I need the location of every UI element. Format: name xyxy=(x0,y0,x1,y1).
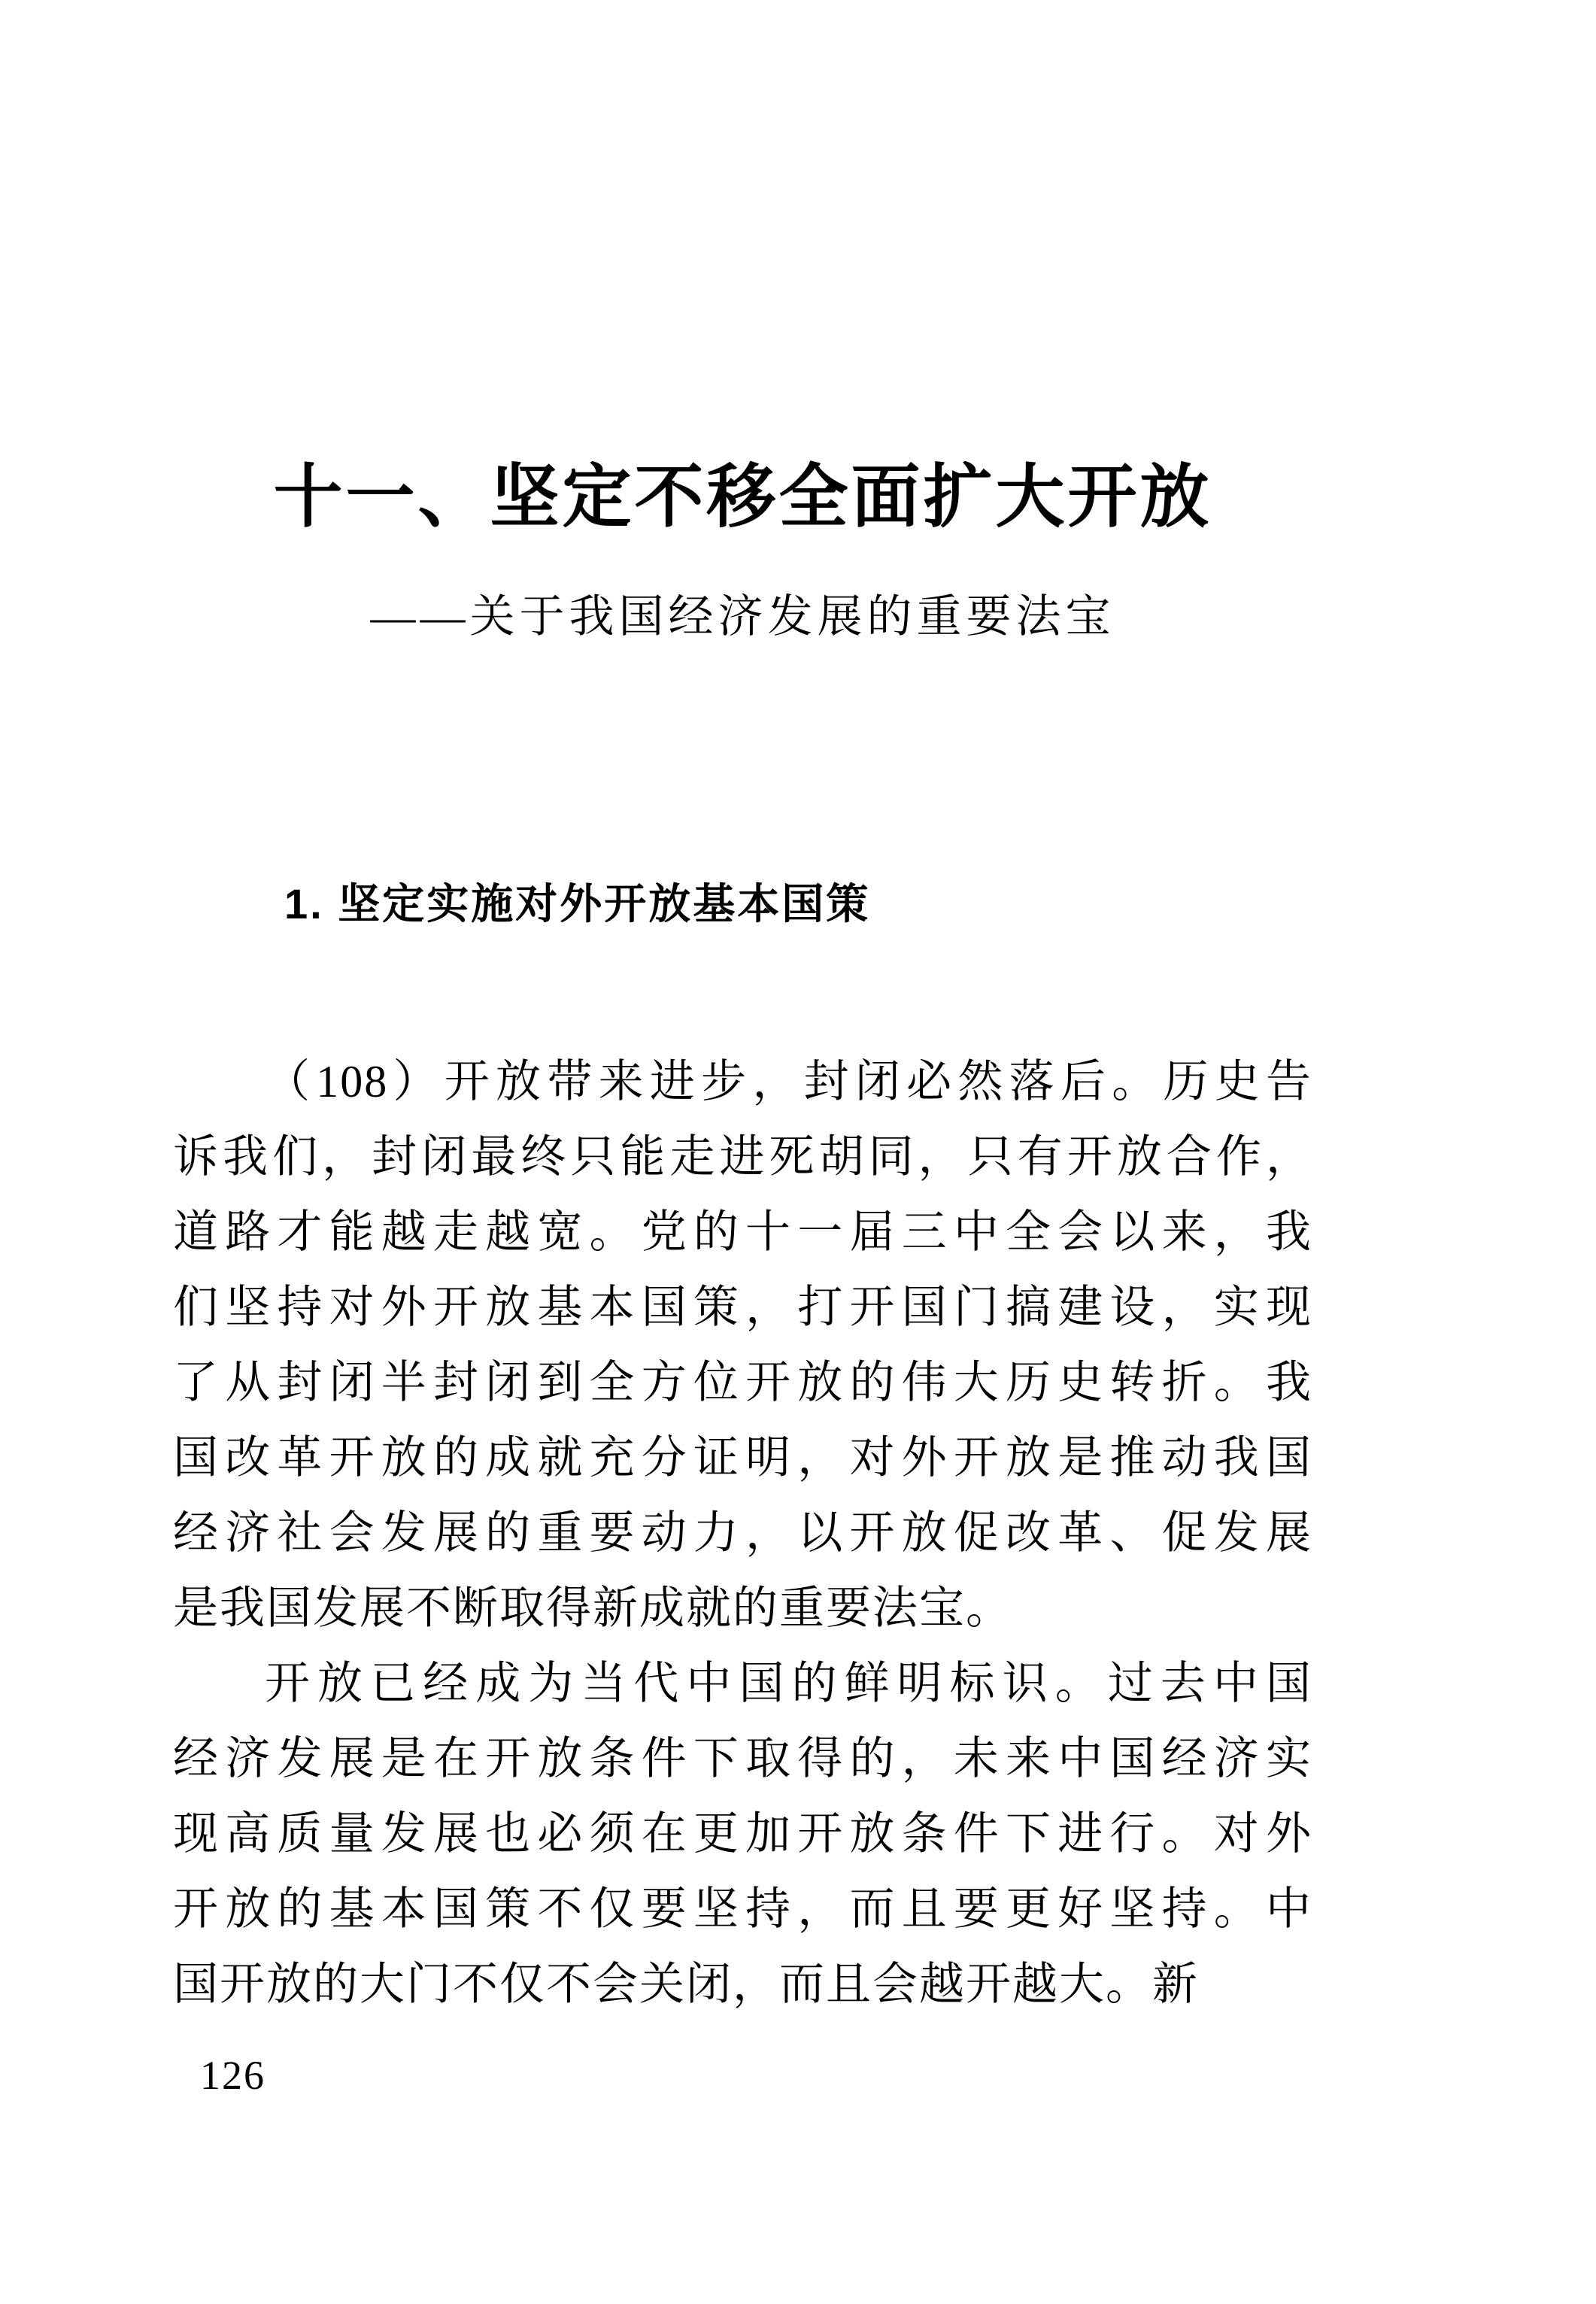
body-line: 现高质量发展也必须在更加开放条件下进行。对外 xyxy=(173,1809,1312,1859)
section-heading: 1. 坚定实施对外开放基本国策 xyxy=(284,880,871,927)
body-line: （108）开放带来进步，封闭必然落后。历史告 xyxy=(265,1057,1312,1106)
paragraph xyxy=(173,1646,1312,2022)
body-line: 了从封闭半封闭到全方位开放的伟大历史转折。我 xyxy=(173,1358,1312,1407)
body-line: 经济发展是在开放条件下取得的，未来中国经济实 xyxy=(173,1734,1312,1783)
body-line: 开放已经成为当代中国的鲜明标识。过去中国 xyxy=(265,1659,1312,1708)
body-line: 开放的基本国策不仅要坚持，而且要更好坚持。中 xyxy=(173,1884,1312,1934)
body-line: 道路才能越走越宽。党的十一届三中全会以来，我 xyxy=(173,1207,1312,1257)
page-number: 126 xyxy=(200,2053,265,2098)
chapter-subtitle: ——关于我国经济发展的重要法宝 xyxy=(370,592,1115,642)
paragraph xyxy=(173,1044,1312,1646)
body-line: 国开放的大门不仅不会关闭，而且会越开越大。新 xyxy=(173,1959,1199,2009)
body-line: 们坚持对外开放基本国策，打开国门搞建设，实现 xyxy=(173,1283,1312,1332)
body-text xyxy=(173,1044,1312,2022)
body-line: 是我国发展不断取得新成就的重要法宝。 xyxy=(173,1583,1012,1633)
body-line: 诉我们，封闭最终只能走进死胡同，只有开放合作， xyxy=(173,1132,1312,1182)
body-line: 经济社会发展的重要动力，以开放促改革、促发展 xyxy=(173,1508,1312,1558)
body-line: 国改革开放的成就充分证明，对外开放是推动我国 xyxy=(173,1433,1312,1483)
chapter-title: 十一、坚定不移全面扩大开放 xyxy=(273,459,1212,536)
